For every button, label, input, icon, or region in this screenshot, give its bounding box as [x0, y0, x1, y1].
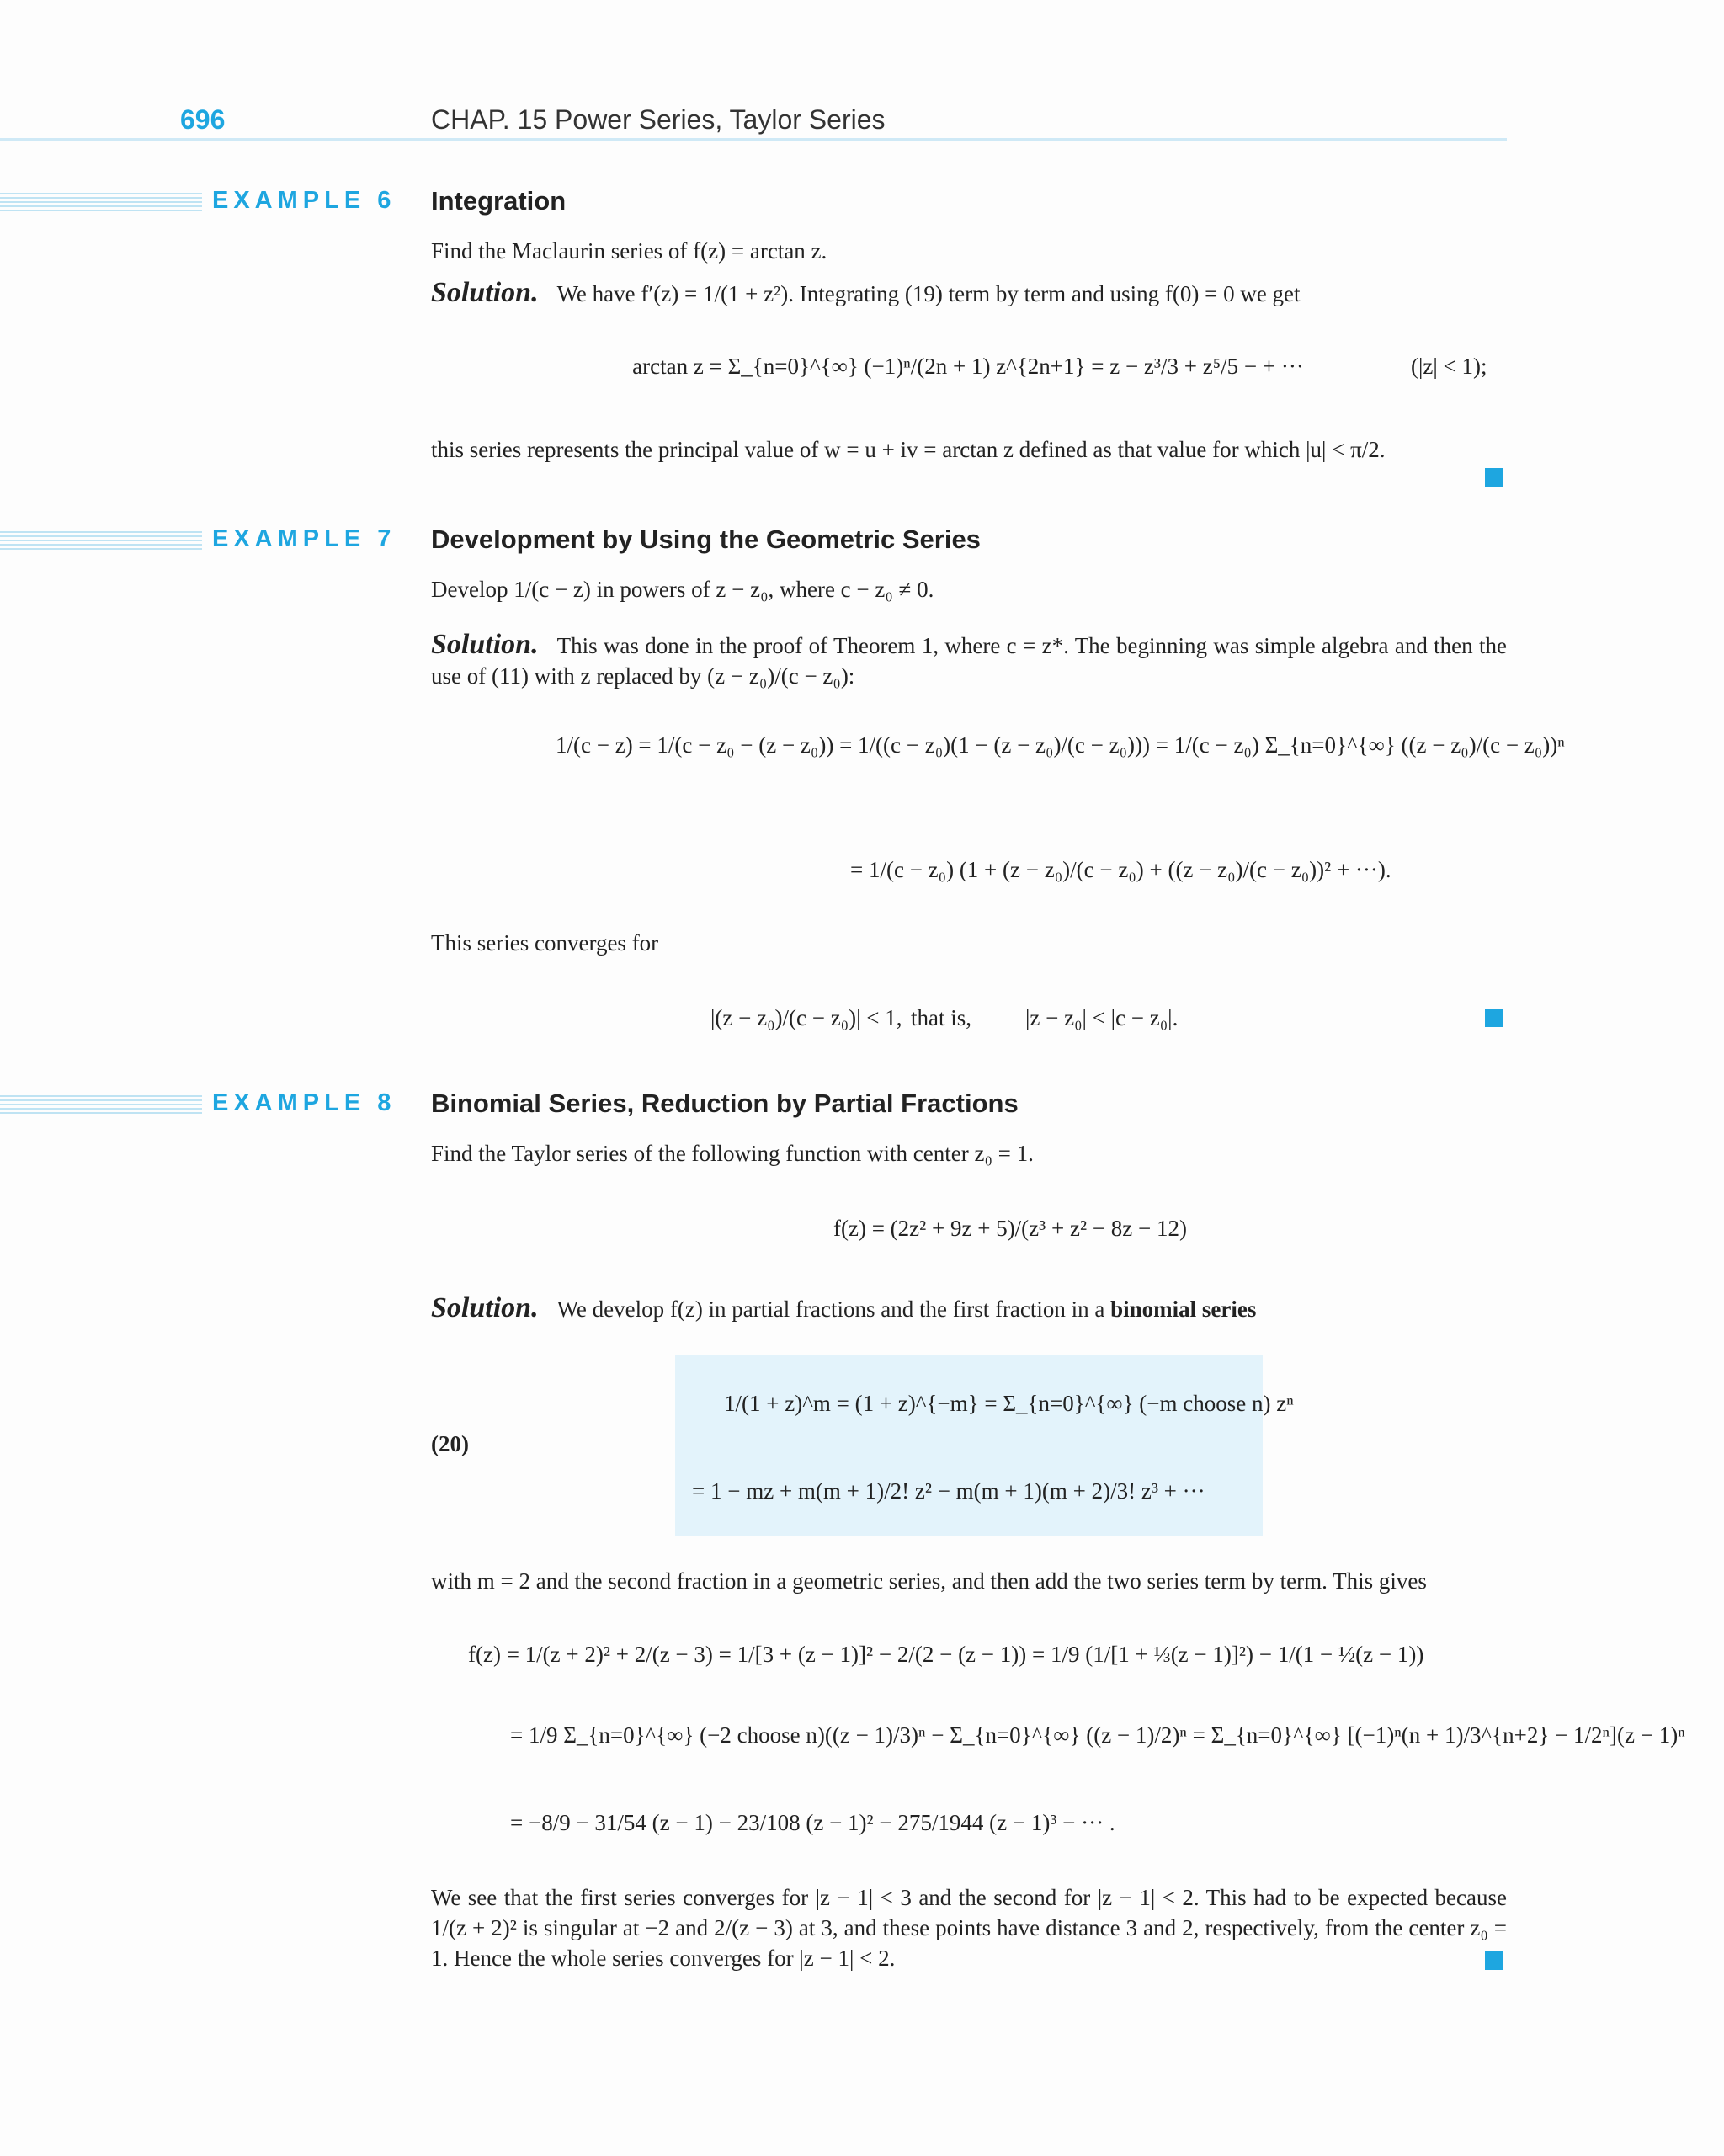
- equation-20-box: [675, 1355, 1294, 1536]
- arctan-condition: (|z| < 1);: [1411, 354, 1487, 379]
- geometric-equation-line-2: = 1/(c − z₀) (1 + (z − z₀)/(c − z₀) + ((z − z₀)/(c − z₀))² + ···).: [850, 857, 1391, 882]
- geometric-equation-line-1: 1/(c − z) = 1/(c − z₀ − (z − z₀)) = 1/((c − z₀)(1 − (z − z₀)/(c − z₀))) = 1/(c − z₀) Σ_{n=0}^{∞} ((z − z₀)/(c − z₀))ⁿ: [556, 732, 1565, 758]
- example-8-problem: Find the Taylor series of the following function with center z₀ = 1.: [431, 1141, 1034, 1166]
- taylor-series-result: = −8/9 − 31/54 (z − 1) − 23/108 (z − 1)² − 275/1944 (z − 1)³ − ··· .: [510, 1810, 1115, 1835]
- solution-label: Solution.: [431, 277, 539, 308]
- example-7-label: EXAMPLE 7: [212, 525, 396, 552]
- solution-text: This was done in the proof of Theorem 1, where c = z*. The beginning was simple algebra and then the use of (11) with z replaced by (z − z₀)/(c − z₀):: [431, 633, 1507, 689]
- example-8-rule: [0, 1095, 202, 1114]
- convergence-equation-2: |z − z₀| < |c − z₀|.: [1025, 1005, 1179, 1030]
- solution-text: We have f′(z) = 1/(1 + z²). Integrating (19) term by term and using f(0) = 0 we get: [556, 281, 1301, 306]
- solution-label: Solution.: [431, 629, 539, 660]
- example-8-title: Binomial Series, Reduction by Partial Fractions: [431, 1089, 1019, 1118]
- solution-label: Solution.: [431, 1292, 539, 1323]
- convergence-equation: |(z − z₀)/(c − z₀)| < 1,: [710, 1005, 902, 1030]
- binomial-equation-line-1: 1/(1 + z)^m = (1 + z)^{−m} = Σ_{n=0}^{∞} (−m choose n) zⁿ: [724, 1391, 1294, 1416]
- example-6-problem: Find the Maclaurin series of f(z) = arctan z.: [431, 238, 827, 264]
- example-7-problem: Develop 1/(c − z) in powers of z − z₀, where c − z₀ ≠ 0.: [431, 577, 934, 602]
- example-6-title: Integration: [431, 186, 567, 216]
- example-6-label: EXAMPLE 6: [212, 187, 396, 214]
- example-8-closing: We see that the first series converges for |z − 1| < 3 and the second for |z − 1| < 2. This had to be expected because 1/(z + 2)² is singular at −2 and 2/(z − 3) at 3, and these points have distance 3 and 2, respectively, from the center z₀ = 1. Hence the whole series converges for |z − 1| < 2.: [431, 1885, 1507, 1971]
- that-is-text: that is,: [911, 1005, 971, 1030]
- example-7-title: Development by Using the Geometric Series: [431, 524, 981, 554]
- end-of-example-mark: [1485, 1009, 1503, 1027]
- partial-fraction-line-2: = 1/9 Σ_{n=0}^{∞} (−2 choose n)((z − 1)/3)ⁿ − Σ_{n=0}^{∞} ((z − 1)/2)ⁿ = Σ_{n=0}^{∞} [(−1)ⁿ(n + 1)/3^{n+2} − 1/2ⁿ](z − 1)ⁿ: [510, 1722, 1685, 1748]
- end-of-example-mark: [1485, 468, 1503, 487]
- header-rule: [0, 138, 1507, 141]
- binomial-series-term: binomial series: [1110, 1296, 1257, 1322]
- example-6-solution: [431, 278, 1301, 309]
- after-binomial-text: with m = 2 and the second fraction in a geometric series, and then add the two series term by term. This gives: [431, 1568, 1427, 1594]
- page-number: 696: [180, 104, 226, 135]
- binomial-equation-line-2: = 1 − mz + m(m + 1)/2! z² − m(m + 1)(m + 2)/3! z³ + ···: [692, 1478, 1205, 1504]
- arctan-series-equation: arctan z = Σ_{n=0}^{∞} (−1)ⁿ/(2n + 1) z^{2n+1} = z − z³/3 + z⁵/5 − + ···: [632, 354, 1304, 379]
- end-of-example-mark: [1485, 1951, 1503, 1970]
- equation-number-20: (20): [431, 1431, 469, 1456]
- solution-text: We develop f(z) in partial fractions and the first fraction in a: [556, 1296, 1105, 1322]
- example-8-label: EXAMPLE 8: [212, 1089, 396, 1116]
- example-7-solution: [431, 630, 1507, 691]
- rational-function: f(z) = (2z² + 9z + 5)/(z³ + z² − 8z − 12): [833, 1216, 1187, 1241]
- convergence-intro: This series converges for: [431, 930, 659, 956]
- example-8-solution: [431, 1293, 1256, 1324]
- example-7-rule: [0, 531, 202, 550]
- example-6-closing: this series represents the principal value of w = u + iv = arctan z defined as that value for which |u| < π/2.: [431, 437, 1386, 462]
- chapter-header: CHAP. 15 Power Series, Taylor Series: [431, 104, 886, 135]
- example-6-rule: [0, 193, 202, 211]
- partial-fraction-line-1: f(z) = 1/(z + 2)² + 2/(z − 3) = 1/[3 + (z − 1)]² − 2/(2 − (z − 1)) = 1/9 (1/[1 + ⅓(z − 1)]²) − 1/(1 − ½(z − 1)): [468, 1642, 1424, 1667]
